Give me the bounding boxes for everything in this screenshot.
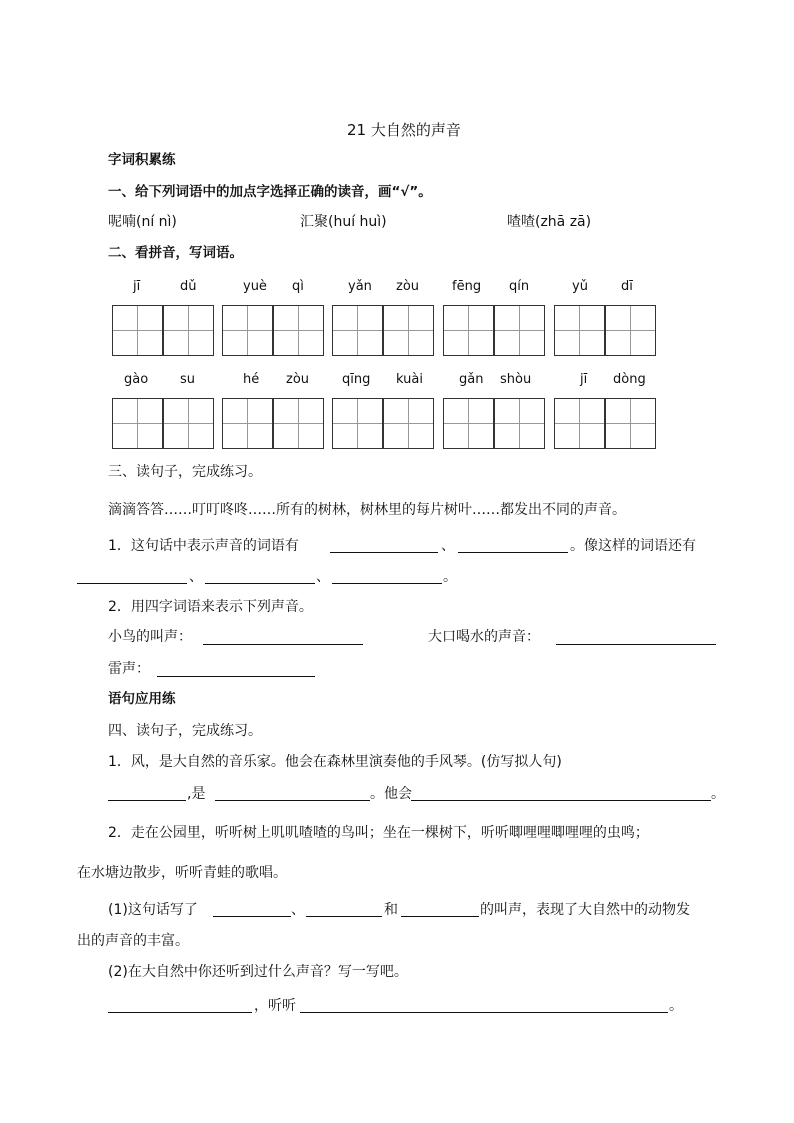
q4-sub1-is: ,是 xyxy=(187,786,206,802)
separator: 、 xyxy=(189,569,203,585)
pinyin: fēng xyxy=(452,279,482,294)
answer-line[interactable] xyxy=(213,916,291,917)
answer-line[interactable] xyxy=(215,800,370,801)
writing-box[interactable] xyxy=(383,305,434,356)
pinyin: yǔ xyxy=(572,279,588,294)
writing-box[interactable] xyxy=(554,398,605,449)
writing-box[interactable] xyxy=(273,398,324,449)
page-title: 21 大自然的声音 xyxy=(347,121,461,139)
pinyin: dòng xyxy=(613,372,646,387)
q4-sub1-text: 1．风，是大自然的音乐家。他会在森林里演奏他的手风琴。(仿写拟人句) xyxy=(108,754,562,770)
answer-line[interactable] xyxy=(205,583,315,584)
pinyin: hé xyxy=(243,372,260,387)
q4-sub2-line2: 在水塘边散步，听听青蛙的歌唱。 xyxy=(77,865,287,881)
thunder-label: 雷声： xyxy=(108,661,150,677)
answer-line[interactable] xyxy=(203,644,363,645)
writing-box[interactable] xyxy=(273,305,324,356)
period: 。 xyxy=(669,998,683,1014)
pinyin: jī xyxy=(133,279,141,294)
answer-line[interactable] xyxy=(300,1012,668,1013)
q3-sub2-text: 2．用四字词语来表示下列声音。 xyxy=(108,599,313,615)
pinyin: gǎn xyxy=(459,372,484,387)
q4-sub2-1-text-2: 的叫声，表现了大自然中的动物发 xyxy=(480,902,690,918)
separator: 、 xyxy=(316,569,330,585)
question-1-heading: 一、给下列词语中的加点字选择正确的读音，画“√”。 xyxy=(108,184,432,200)
writing-box[interactable] xyxy=(605,305,656,356)
q4-sub2-1-line2: 出的声音的丰富。 xyxy=(77,933,189,949)
answer-line[interactable] xyxy=(108,800,186,801)
writing-box[interactable] xyxy=(112,398,163,449)
and-text: 和 xyxy=(384,902,398,918)
writing-box[interactable] xyxy=(383,398,434,449)
writing-box[interactable] xyxy=(332,398,383,449)
writing-box[interactable] xyxy=(443,398,494,449)
listen-text: ，听听 xyxy=(254,998,296,1014)
answer-line[interactable] xyxy=(157,676,315,677)
pinyin: gào xyxy=(124,372,149,387)
pinyin: kuài xyxy=(396,372,423,387)
pinyin: yuè xyxy=(243,279,267,294)
separator: 、 xyxy=(291,902,305,918)
pinyin: su xyxy=(180,372,196,387)
pinyin: shòu xyxy=(500,372,532,387)
answer-line[interactable] xyxy=(306,916,382,917)
answer-line[interactable] xyxy=(401,916,479,917)
writing-box[interactable] xyxy=(163,398,214,449)
pinyin: dī xyxy=(621,279,633,294)
q3-sub1-text: 1．这句话中表示声音的词语有 xyxy=(108,538,299,554)
answer-line[interactable] xyxy=(458,552,568,553)
pinyin: qín xyxy=(509,279,530,294)
question-3-heading: 三、读句子，完成练习。 xyxy=(108,464,262,480)
pinyin: jī xyxy=(580,372,588,387)
q3-passage: 滴滴答答……叮叮咚咚……所有的树林，树林里的每片树叶……都发出不同的声音。 xyxy=(108,502,626,518)
q4-sub2-2-text: (2)在大自然中你还听到过什么声音？写一写吧。 xyxy=(108,964,408,980)
section-heading-sentence-practice: 语句应用练 xyxy=(108,691,176,707)
pinyin: yǎn xyxy=(348,279,372,294)
pinyin: zòu xyxy=(396,279,420,294)
pinyin: qì xyxy=(292,279,304,294)
bird-label: 小鸟的叫声： xyxy=(108,629,192,645)
writing-box[interactable] xyxy=(163,305,214,356)
writing-box[interactable] xyxy=(494,305,545,356)
drink-label: 大口喝水的声音： xyxy=(428,629,540,645)
writing-box[interactable] xyxy=(222,398,273,449)
answer-line[interactable] xyxy=(330,552,438,553)
q3-sub1-text-2: 。像这样的词语还有 xyxy=(570,538,696,554)
writing-box[interactable] xyxy=(443,305,494,356)
question-4-heading: 四、读句子，完成练习。 xyxy=(108,723,262,739)
pinyin: qīng xyxy=(342,372,371,387)
q1-item: 呢喃(ní nì) xyxy=(108,214,177,230)
writing-box[interactable] xyxy=(554,305,605,356)
answer-line[interactable] xyxy=(556,644,716,645)
q1-item: 汇聚(huí huì) xyxy=(300,214,387,230)
period: 。 xyxy=(711,786,725,802)
pinyin: zòu xyxy=(286,372,310,387)
q4-sub1-he: 。他会 xyxy=(370,786,412,802)
pinyin: dǔ xyxy=(180,279,197,294)
answer-line[interactable] xyxy=(411,800,711,801)
answer-line[interactable] xyxy=(108,1012,252,1013)
q4-sub2-1-text: (1)这句话写了 xyxy=(108,902,198,918)
answer-line[interactable] xyxy=(77,583,187,584)
writing-box[interactable] xyxy=(605,398,656,449)
answer-line[interactable] xyxy=(332,583,442,584)
writing-box[interactable] xyxy=(332,305,383,356)
separator: 、 xyxy=(441,538,455,554)
writing-box[interactable] xyxy=(494,398,545,449)
question-2-heading: 二、看拼音，写词语。 xyxy=(108,245,243,261)
writing-box[interactable] xyxy=(222,305,273,356)
q1-item: 喳喳(zhā zā) xyxy=(507,214,592,230)
writing-box[interactable] xyxy=(112,305,163,356)
period: 。 xyxy=(443,569,457,585)
section-heading-word-practice: 字词积累练 xyxy=(108,152,176,168)
q4-sub2-line1: 2．走在公园里，听听树上叽叽喳喳的鸟叫；坐在一棵树下，听听唧哩哩唧哩哩的虫鸣； xyxy=(108,825,649,841)
